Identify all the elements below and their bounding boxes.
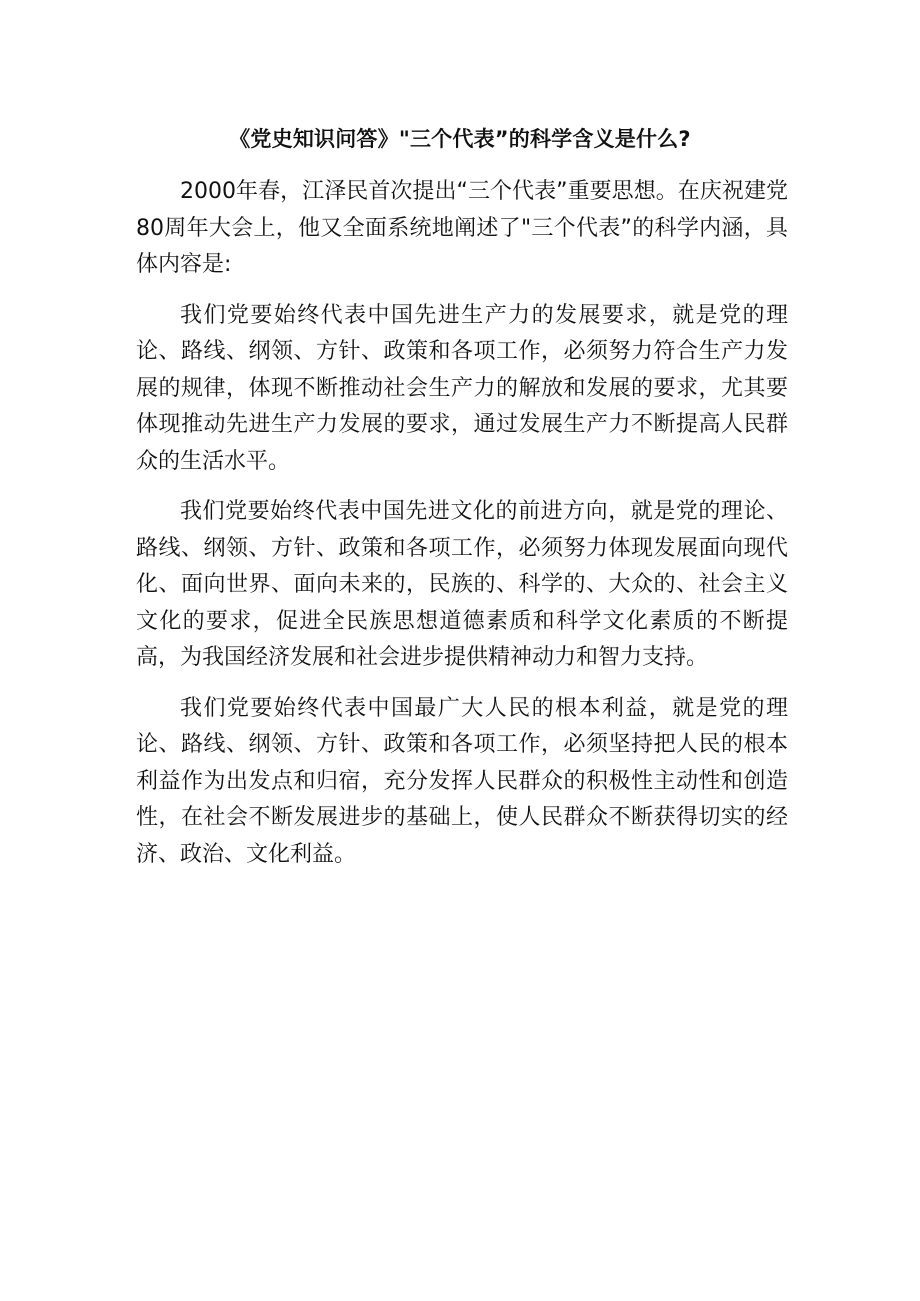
paragraph-intro: 2000年春，江泽民首次提出“三个代表”重要思想。在庆祝建党80周年大会上，他又全面系统地阐述了"三个代表”的科学内涵，具体内容是: xyxy=(136,179,788,277)
paragraph-advanced-culture: 我们党要始终代表中国先进文化的前进方向，就是党的理论、路线、纲领、方针、政策和各项工作，必须努力体现发展面向现代化、面向世界、面向未来的，民族的、科学的、大众的、社会主义文化的要求，促进全民族思想道德素质和科学文化素质的不断提高，为我国经济发展和社会进步提供精神动力和智力支持。 xyxy=(136,499,788,670)
document-body xyxy=(136,174,788,887)
paragraph-productive-forces: 我们党要始终代表中国先进生产力的发展要求，就是党的理论、路线、纲领、方针、政策和各项工作，必须努力符合生产力发展的规律，体现不断推动社会生产力的解放和发展的要求，尤其要体现推动先进生产力发展的要求，通过发展生产力不断提高人民群众的生活水平。 xyxy=(136,302,788,474)
document-title: 《党史知识问答》"三个代表”的科学含义是什么? xyxy=(229,127,691,151)
paragraph-fundamental-interests: 我们党要始终代表中国最广大人民的根本利益，就是党的理论、路线、纲领、方针、政策和各项工作，必须坚持把人民的根本利益作为出发点和归宿，充分发挥人民群众的积极性主动性和创造性，在社会不断发展进步的基础上，使人民群众不断获得切实的经济、政治、文化利益。 xyxy=(136,695,788,867)
